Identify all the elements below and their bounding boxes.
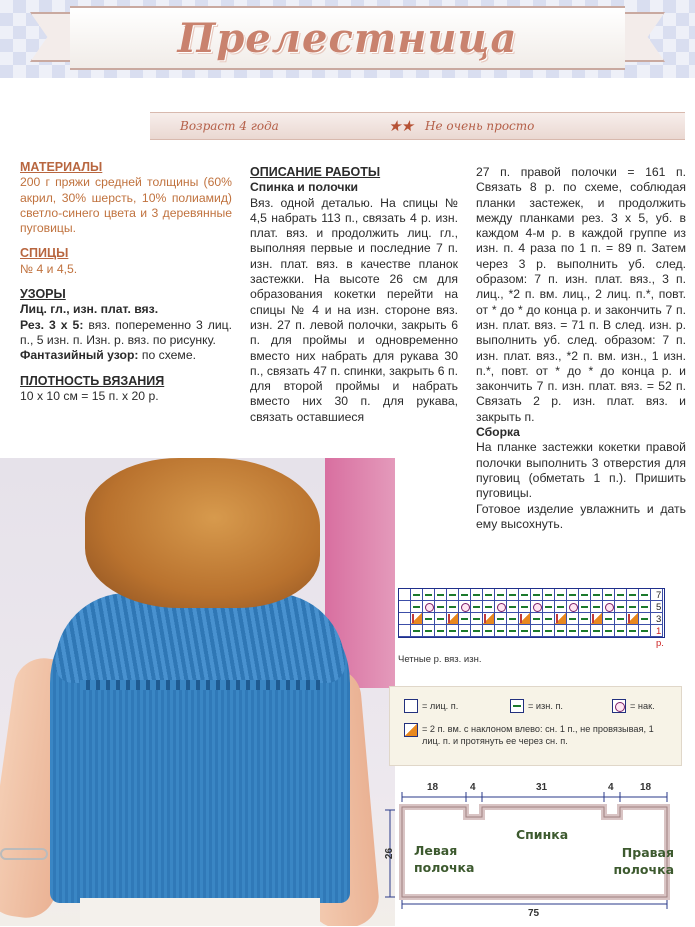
- row-number: 1 р.: [656, 626, 664, 649]
- chart-cell-purl: [639, 589, 651, 601]
- chart-cell-purl: [579, 625, 591, 637]
- part-left-front-label: Левая полочка: [414, 843, 475, 875]
- photo-skirt: [80, 898, 320, 926]
- chart-cell-decrease: [411, 613, 423, 625]
- assembly-text-1: На планке застежки кокетки правой полочки выполнить 3 отверстия для пуговиц (обметать 1 п.). Пришить пуговицы.: [476, 440, 686, 501]
- patterns-heading: УЗОРЫ: [20, 287, 66, 302]
- fancy-text: по схеме.: [141, 348, 196, 363]
- chart-cell-purl: [615, 625, 627, 637]
- chart-cell-yarn-over: [459, 601, 471, 613]
- column-continuation: [476, 165, 686, 532]
- chart-cell-purl: [471, 589, 483, 601]
- chart-cell-purl: [435, 625, 447, 637]
- chart-cell-purl: [495, 625, 507, 637]
- dim-armhole-left: 4: [470, 782, 476, 793]
- chart-cell-purl: [447, 589, 459, 601]
- chart-cell-purl: [483, 625, 495, 637]
- chart-cell-purl: [543, 613, 555, 625]
- needles-text: № 4 и 4,5.: [20, 261, 78, 276]
- chart-grid: [398, 588, 665, 638]
- chart-cell-decrease: [447, 613, 459, 625]
- chart-cell-yarn-over: [531, 601, 543, 613]
- chart-cell-purl: [471, 601, 483, 613]
- part-back-label: Спинка: [516, 827, 569, 842]
- chart-cell-purl: [543, 601, 555, 613]
- chart-cell-purl: [411, 625, 423, 637]
- chart-legend: [389, 686, 682, 766]
- chart-cell-purl: [639, 601, 651, 613]
- legend-knit: [404, 699, 458, 713]
- chart-cell-purl: [435, 613, 447, 625]
- chart-cell-knit: [399, 589, 411, 601]
- row-number: 3: [656, 614, 662, 625]
- chart-cell-purl: [423, 589, 435, 601]
- difficulty-stars-icon: ★★: [388, 117, 413, 135]
- chart-cell-purl: [435, 589, 447, 601]
- dim-armhole-right: 4: [608, 782, 614, 793]
- chart-cell-yarn-over: [567, 601, 579, 613]
- photo-hair: [85, 458, 320, 608]
- chart-cell-yarn-over: [423, 601, 435, 613]
- chart-cell-purl: [555, 625, 567, 637]
- chart-cell-decrease: [483, 613, 495, 625]
- patterns-rib: [20, 318, 232, 349]
- photo-lace-band: [80, 680, 320, 690]
- chart-cell-purl: [579, 613, 591, 625]
- continuation-text: 27 п. правой полочки = 161 п. Связать 8 р. по схеме, соблюдая планки застежек, и продолжить между планками рез. 3 х 5, уб. в каждом 4-м р. в каждой группе из изн. п. 4 раза по 1 п. = 89 п. Затем через 3 р. выполнить уб. след. образом: 7 п. изн. плат. вяз., 3 п. лиц., *2 п. вм. лиц., 2 лиц. п.*, повт. от * до * до конца р. и закончить 7 п. изн. плат. вяз. = 71 п. В след. изн. р. выполнить уб. след. образом: 7 п. изн. плат. вяз., *2 п. вм. изн., 1 изн. п.*, повт. от * до * до конца р. и закончить 7 п. изн. плат. вяз. = 52 п. Связать 2 р. изн. плат. вяз. и закрыть п.: [476, 165, 686, 424]
- chart-row-numbers: [656, 590, 665, 650]
- chart-cell-decrease: [627, 613, 639, 625]
- chart-cell-purl: [603, 613, 615, 625]
- chart-cell-purl: [627, 601, 639, 613]
- legend-yo: [612, 699, 655, 713]
- chart-cell-purl: [603, 625, 615, 637]
- header-band: [0, 0, 695, 78]
- dim-left-front: 18: [427, 782, 439, 793]
- chart-cell-purl: [567, 613, 579, 625]
- description-subheading: Спинка и полочки: [250, 180, 359, 195]
- chart-cell-purl: [495, 589, 507, 601]
- chart-cell-purl: [411, 589, 423, 601]
- legend-decrease: [404, 723, 674, 747]
- chart-cell-purl: [555, 601, 567, 613]
- chart-cell-decrease: [591, 613, 603, 625]
- age-label: Возраст 4 года: [180, 119, 279, 133]
- chart-cell-purl: [411, 601, 423, 613]
- chart-cell-purl: [579, 589, 591, 601]
- chart-cell-purl: [459, 589, 471, 601]
- assembly-heading: Сборка: [476, 425, 520, 440]
- chart-cell-purl: [483, 601, 495, 613]
- assembly-text-2: Готовое изделие увлажнить и дать ему высохнуть.: [476, 501, 686, 531]
- chart-cell-purl: [603, 589, 615, 601]
- chart-cell-decrease: [519, 613, 531, 625]
- column-description: [250, 165, 458, 425]
- dim-width: 75: [528, 908, 540, 919]
- legend-purl-label: = изн. п.: [528, 701, 563, 711]
- chart-cell-purl: [591, 625, 603, 637]
- legend-purl: [510, 699, 563, 713]
- materials-text: 200 г пряжи средней толщины (60% акрил, 30% шерсть, 10% полиамид) светло-синего цвета и 3 деревянные пуговицы.: [20, 175, 232, 236]
- chart-cell-yarn-over: [495, 601, 507, 613]
- chart-cell-purl: [435, 601, 447, 613]
- photo-bracelet: [0, 848, 48, 860]
- chart-cell-purl: [615, 589, 627, 601]
- chart-cell-purl: [519, 589, 531, 601]
- chart-cell-purl: [627, 625, 639, 637]
- chart-note: Четные р. вяз. изн.: [398, 654, 482, 665]
- chart-cell-purl: [531, 613, 543, 625]
- part-right-front-label: Правая полочка: [613, 845, 674, 877]
- dim-height: 26: [384, 847, 396, 860]
- chart-cell-purl: [519, 601, 531, 613]
- chart-cell-purl: [531, 589, 543, 601]
- title-ribbon: [70, 6, 625, 70]
- chart-cell-knit: [399, 601, 411, 613]
- row-number: 7: [656, 590, 662, 601]
- materials-heading: МАТЕРИАЛЫ: [20, 160, 103, 174]
- chart-cell-yarn-over: [603, 601, 615, 613]
- chart-cell-decrease: [555, 613, 567, 625]
- chart-cell-purl: [471, 613, 483, 625]
- needles-heading: СПИЦЫ: [20, 246, 69, 261]
- info-bar: [150, 112, 685, 140]
- knit-symbol-icon: [404, 699, 418, 713]
- description-heading: ОПИСАНИЕ РАБОТЫ: [250, 165, 381, 179]
- chart-cell-purl: [471, 625, 483, 637]
- column-materials: [20, 160, 232, 404]
- chart-cell-purl: [639, 625, 651, 637]
- row-number: 5: [656, 602, 662, 613]
- chart-cell-purl: [615, 601, 627, 613]
- chart-cell-purl: [459, 625, 471, 637]
- chart-cell-purl: [459, 613, 471, 625]
- chart-cell-purl: [591, 589, 603, 601]
- decrease-symbol-icon: [404, 723, 418, 737]
- chart-cell-purl: [627, 589, 639, 601]
- difficulty-label: Не очень просто: [425, 119, 535, 133]
- chart-cell-purl: [615, 613, 627, 625]
- chart-cell-purl: [591, 601, 603, 613]
- chart-cell-purl: [483, 589, 495, 601]
- legend-knit-label: = лиц. п.: [422, 701, 459, 711]
- rib-text: вяз. попеременно 3 лиц. п., 5 изн. п. Изн. р. вяз. по рисунку.: [20, 317, 232, 347]
- page-title: Прелестница: [177, 14, 518, 62]
- legend-yo-label: = нак.: [630, 701, 655, 711]
- chart-cell-purl: [507, 613, 519, 625]
- chart-cell-purl: [447, 625, 459, 637]
- chart-cell-purl: [507, 601, 519, 613]
- description-text: Вяз. одной деталью. На спицы № 4,5 набрать 113 п., связать 4 р. изн. плат. вяз. и продолжить лиц. гл., выполняя первые и последние 7 п. изн. плат. вяз. в качестве планок застежки. На высоте 26 см для образования кокетки перейти на спицы № 4 и на изн. стороне вяз. изн. 27 п. левой полочки, закрыть 6 п. для проймы и одновременно вместо них набрать для рукава 30 п., связать 47 п. спинки, закрыть 6 п. для второй проймы и набрать вместо них 30 п. для рукава, связать оставшиеся: [250, 195, 458, 424]
- stitch-chart: [398, 588, 665, 665]
- rib-label: Рез. 3 х 5:: [20, 317, 84, 332]
- chart-cell-purl: [567, 589, 579, 601]
- garment-schematic: [382, 772, 687, 922]
- chart-cell-purl: [555, 589, 567, 601]
- legend-decrease-label: = 2 п. вм. с наклоном влево: сн. 1 п., не провязывая, 1 лиц. п. и протянуть ее через сн. п.: [422, 724, 654, 746]
- chart-cell-purl: [507, 589, 519, 601]
- chart-cell-purl: [543, 625, 555, 637]
- product-photo: [0, 458, 395, 926]
- chart-cell-purl: [639, 613, 651, 625]
- chart-cell-purl: [543, 589, 555, 601]
- chart-cell-knit: [399, 625, 411, 637]
- chart-cell-purl: [495, 613, 507, 625]
- chart-cell-purl: [423, 625, 435, 637]
- yarn-over-symbol-icon: [612, 699, 626, 713]
- chart-cell-purl: [531, 625, 543, 637]
- chart-cell-purl: [519, 625, 531, 637]
- gauge-text: 10 х 10 см = 15 п. х 20 р.: [20, 388, 159, 403]
- dim-right-front: 18: [640, 782, 652, 793]
- gauge-heading: ПЛОТНОСТЬ ВЯЗАНИЯ: [20, 373, 165, 388]
- chart-cell-purl: [423, 613, 435, 625]
- patterns-stockinette: Лиц. гл., изн. плат. вяз.: [20, 302, 159, 317]
- chart-cell-purl: [507, 625, 519, 637]
- chart-cell-knit: [399, 613, 411, 625]
- chart-cell-purl: [579, 601, 591, 613]
- patterns-fancy: [20, 348, 232, 363]
- purl-symbol-icon: [510, 699, 524, 713]
- fancy-label: Фантазийный узор:: [20, 348, 139, 363]
- chart-cell-purl: [567, 625, 579, 637]
- chart-cell-purl: [447, 601, 459, 613]
- dim-back: 31: [536, 782, 548, 793]
